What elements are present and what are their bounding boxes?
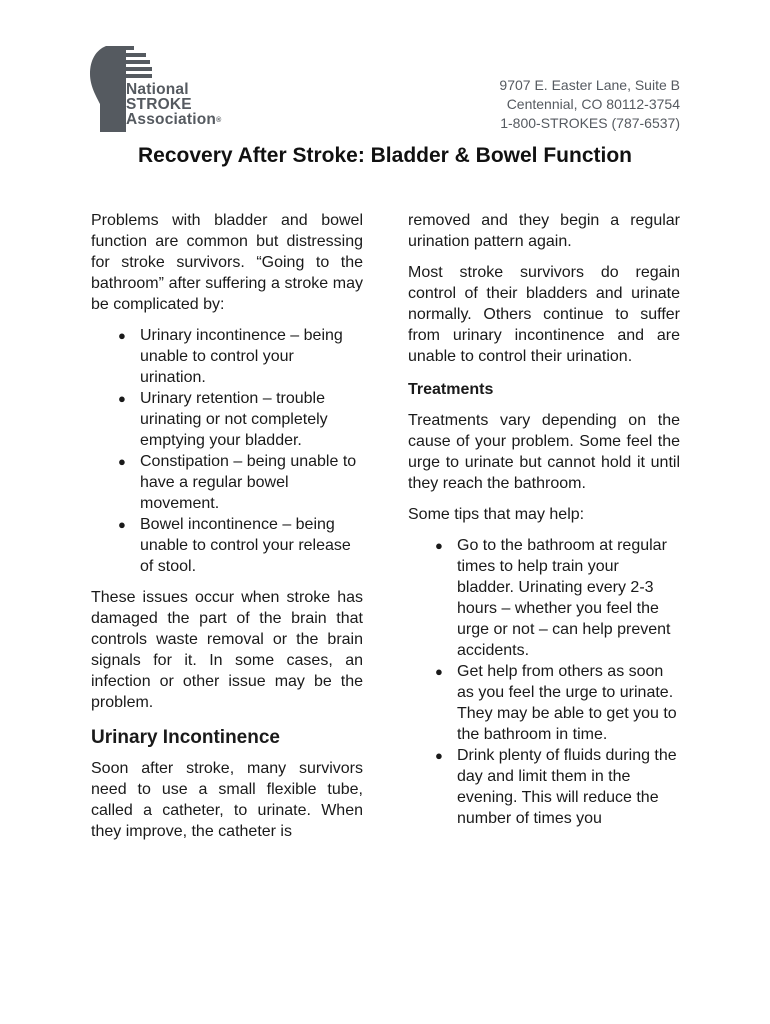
tips-list <box>408 535 680 829</box>
bullet-dot: ● <box>435 748 443 763</box>
bullet-dot: ● <box>435 538 443 553</box>
list-item: ● Constipation – being unable to have a regular bowel movement. <box>118 453 357 512</box>
treatments-paragraph: Treatments vary depending on the cause of your problem. Some feel the urge to urinate but cannot hold it until they reach the bathroom. <box>408 412 680 492</box>
right-column <box>408 210 680 839</box>
address-phone: 1-800-STROKES (787-6537) <box>500 115 680 131</box>
section-heading-treatments: Treatments <box>408 381 494 398</box>
intro-paragraph: Problems with bladder and bowel function are common but distressing for stroke survivors. “Going to the bathroom” after suffering a stroke may be complicated by: <box>91 212 363 313</box>
tips-intro: Some tips that may help: <box>408 506 585 523</box>
catheter-paragraph: Soon after stroke, many survivors need to use a small flexible tube, called a catheter, to urinate. When they improve, the catheter is <box>91 760 363 840</box>
address-block <box>499 76 680 133</box>
list-item: ● Drink plenty of fluids during the day and limit them in the evening. This will reduce the number of times you <box>435 747 677 827</box>
continuation-paragraph: removed and they begin a regular urination pattern again. <box>408 212 680 250</box>
logo-line-association: Association® <box>126 111 222 128</box>
nsa-logo <box>88 42 238 132</box>
document-title: Recovery After Stroke: Bladder & Bowel Function <box>138 144 632 167</box>
left-column <box>91 210 363 852</box>
bullet-dot: ● <box>118 391 126 406</box>
logo-line-national: National <box>126 81 189 98</box>
bullet-dot: ● <box>118 517 126 532</box>
list-item: ● Urinary incontinence – being unable to control your urination. <box>118 327 343 386</box>
list-item: ● Bowel incontinence – being unable to control your release of stool. <box>118 516 351 575</box>
section-heading-urinary-incontinence: Urinary Incontinence <box>91 727 280 748</box>
bullet-dot: ● <box>118 454 126 469</box>
bullet-dot: ● <box>435 664 443 679</box>
list-item: ● Get help from others as soon as you feel the urge to urinate. They may be able to get you to the bathroom in time. <box>435 663 677 743</box>
logo-wordmark <box>126 82 221 128</box>
list-item: ● Urinary retention – trouble urinating or not completely emptying your bladder. <box>118 390 328 449</box>
address-city: Centennial, CO 80112-3754 <box>506 96 680 112</box>
address-street: 9707 E. Easter Lane, Suite B <box>499 77 680 93</box>
list-item: ● Go to the bathroom at regular times to help train your bladder. Urinating every 2-3 hours – whether you feel the urge or not – can help prevent accidents. <box>435 537 671 659</box>
bullet-dot: ● <box>118 328 126 343</box>
regain-paragraph: Most stroke survivors do regain control of their bladders and urinate normally. Others continue to suffer from urinary incontinence and are unable to control their urination. <box>408 264 680 365</box>
logo-line-stroke: STROKE <box>126 96 192 113</box>
issues-paragraph: These issues occur when stroke has damaged the part of the brain that controls waste removal or the brain signals for it. In some cases, an infection or other issue may be the problem. <box>91 589 363 711</box>
problems-list <box>91 325 363 577</box>
